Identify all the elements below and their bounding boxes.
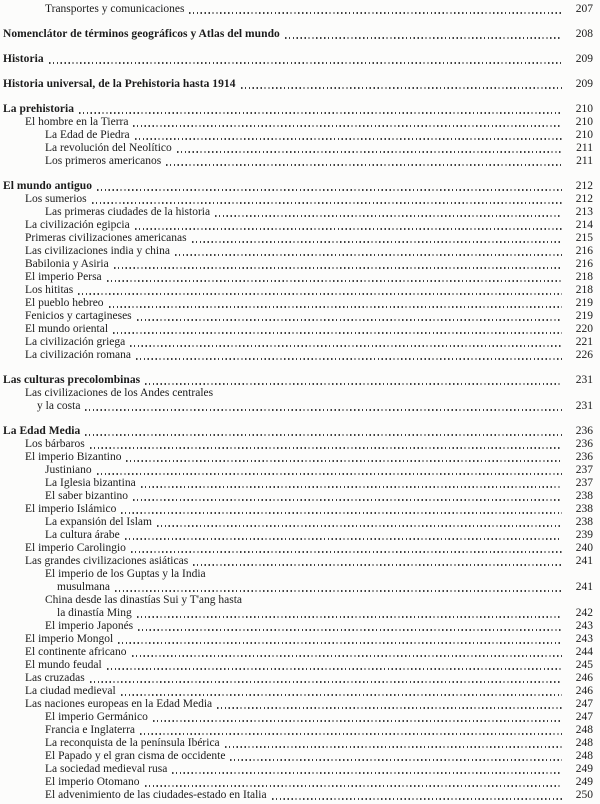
toc-row <box>3 219 593 232</box>
dot-leader <box>133 499 562 501</box>
toc-entry-title: Transportes y comunicaciones <box>45 3 185 15</box>
toc-entry-page: 212 <box>575 180 593 192</box>
toc-entry-title: La civilización egipcia <box>25 219 130 231</box>
toc-row <box>3 116 593 129</box>
toc-row <box>3 129 593 142</box>
toc-entry-page: 241 <box>575 581 593 593</box>
toc-entry-title: El hombre en la Tierra <box>25 116 129 128</box>
dot-leader <box>138 629 562 631</box>
toc-row <box>3 542 593 555</box>
toc-row <box>3 737 593 750</box>
toc-entry-title: Primeras civilizaciones americanas <box>25 232 187 244</box>
toc-entry-page: 215 <box>575 232 593 244</box>
toc-entry-page: 212 <box>575 193 593 205</box>
toc-row <box>3 180 593 193</box>
dot-leader <box>166 164 562 166</box>
toc-entry-title: La expansión del Islam <box>45 516 152 528</box>
toc-entry-page: 209 <box>575 53 593 65</box>
toc-row <box>3 297 593 310</box>
toc-row <box>3 594 593 607</box>
toc-entry-title: El imperio Carolingio <box>25 542 126 554</box>
toc-entry-title: Los sumerios <box>25 193 87 205</box>
toc-row <box>3 206 593 219</box>
toc-entry-title: El imperio Germánico <box>45 711 148 723</box>
toc-row <box>3 633 593 646</box>
dot-leader <box>115 590 562 592</box>
toc-entry-title: Las naciones europeas en la Edad Media <box>25 698 213 710</box>
toc-row <box>3 245 593 258</box>
toc-entry-page: 238 <box>575 503 593 515</box>
toc-row <box>3 336 593 349</box>
dot-leader <box>132 655 562 657</box>
dot-leader <box>118 642 562 644</box>
toc-entry-page: 236 <box>575 438 593 450</box>
toc-entry-title: China desde las dinastías Sui y T'ang hasta <box>45 594 243 606</box>
toc-row <box>3 568 593 581</box>
dot-leader <box>272 798 562 800</box>
toc-row <box>3 685 593 698</box>
toc-row <box>3 529 593 542</box>
toc-entry-title: El imperio de los Guptas y la India <box>45 568 206 580</box>
toc-entry-page: 207 <box>575 3 593 15</box>
dot-leader <box>241 87 562 89</box>
dot-leader <box>230 759 562 761</box>
dot-leader <box>133 125 562 127</box>
dot-leader <box>107 280 562 282</box>
toc-entry-page: 240 <box>575 542 593 554</box>
toc-entry-title: La civilización griega <box>25 336 126 348</box>
toc-entry-page: 218 <box>575 271 593 283</box>
toc-entry-page: 213 <box>575 206 593 218</box>
toc-row <box>3 659 593 672</box>
toc-entry-title: Los hititas <box>25 284 74 296</box>
toc-entry-title: El imperio Otomano <box>45 776 140 788</box>
dot-leader <box>189 12 562 14</box>
toc-entry-page: 248 <box>575 750 593 762</box>
toc-row <box>3 323 593 336</box>
toc-entry-title: La sociedad medieval rusa <box>45 763 168 775</box>
toc-row <box>3 516 593 529</box>
toc-entry-title: Los primeros americanos <box>45 155 162 167</box>
toc-entry-page: 247 <box>575 698 593 710</box>
toc-entry-page: 216 <box>575 245 593 257</box>
dot-leader <box>215 215 562 217</box>
toc-entry-page: 250 <box>575 789 593 801</box>
toc-entry-page: 238 <box>575 490 593 502</box>
dot-leader <box>121 512 562 514</box>
toc-entry-page: 210 <box>575 129 593 141</box>
dot-leader <box>126 460 562 462</box>
toc-entry-title: El pueblo hebreo <box>25 297 104 309</box>
toc-row <box>3 425 593 438</box>
toc-row <box>3 763 593 776</box>
toc-row <box>3 698 593 711</box>
dot-leader <box>130 345 562 347</box>
toc-row <box>3 581 593 594</box>
toc-row <box>3 555 593 568</box>
toc-entry-title: y la costa <box>37 400 81 412</box>
toc-entry-title: La reconquista de la península Ibérica <box>45 737 220 749</box>
toc-entry-title: El imperio Bizantino <box>25 451 122 463</box>
toc-entry-title: Las culturas precolombinas <box>3 374 141 386</box>
toc-entry-page: 220 <box>575 323 593 335</box>
dot-leader <box>285 37 562 39</box>
dot-leader <box>192 241 562 243</box>
toc-row <box>3 103 593 116</box>
toc-row <box>3 620 593 633</box>
dot-leader <box>109 306 562 308</box>
toc-entry-page: 210 <box>575 103 593 115</box>
toc-row <box>3 503 593 516</box>
toc-entry-title: Las grandes civilizaciones asiáticas <box>25 555 189 567</box>
toc-entry-title: El imperio Japonés <box>45 620 134 632</box>
dot-leader <box>137 616 562 618</box>
dot-leader <box>172 772 562 774</box>
toc-list <box>3 3 593 802</box>
dot-leader <box>135 228 562 230</box>
toc-entry-page: 247 <box>575 711 593 723</box>
toc-entry-title: Los bárbaros <box>25 438 85 450</box>
toc-row <box>3 53 593 66</box>
toc-row <box>3 387 593 400</box>
toc-entry-page: 243 <box>575 633 593 645</box>
toc-entry-title: la dinastía Ming <box>57 607 132 619</box>
toc-entry-title: Historia <box>3 53 44 65</box>
toc-entry-page: 245 <box>575 659 593 671</box>
toc-row <box>3 724 593 737</box>
dot-leader <box>114 267 562 269</box>
dot-leader <box>78 293 562 295</box>
dot-leader <box>175 254 562 256</box>
toc-entry-page: 219 <box>575 310 593 322</box>
toc-entry-title: El mundo antiguo <box>3 180 92 192</box>
dot-leader <box>92 202 562 204</box>
dot-leader <box>145 785 562 787</box>
toc-entry-title: El Papado y el gran cisma de occidente <box>45 750 226 762</box>
toc-entry-title: El continente africano <box>25 646 127 658</box>
dot-leader <box>140 733 562 735</box>
dot-leader <box>141 486 562 488</box>
toc-entry-title: Las civilizaciones de los Andes centrales <box>25 387 214 399</box>
toc-row <box>3 78 593 91</box>
toc-entry-page: 242 <box>575 607 593 619</box>
dot-leader <box>121 694 562 696</box>
toc-entry-page: 248 <box>575 724 593 736</box>
toc-entry-title: La civilización romana <box>25 349 132 361</box>
toc-entry-page: 249 <box>575 776 593 788</box>
toc-row <box>3 672 593 685</box>
toc-entry-title: musulmana <box>57 581 111 593</box>
toc-row <box>3 258 593 271</box>
dot-leader <box>217 707 562 709</box>
toc-entry-title: Fenicios y cartagineses <box>25 310 132 322</box>
toc-entry-page: 244 <box>575 646 593 658</box>
dot-leader <box>125 538 562 540</box>
dot-leader <box>90 447 562 449</box>
toc-entry-title: El imperio Mongol <box>25 633 114 645</box>
dot-leader <box>97 473 562 475</box>
toc-entry-page: 231 <box>575 400 593 412</box>
toc-entry-page: 211 <box>576 155 593 167</box>
dot-leader <box>136 358 562 360</box>
toc-row <box>3 284 593 297</box>
toc-entry-page: 221 <box>575 336 593 348</box>
dot-leader <box>85 434 562 436</box>
toc-entry-page: 248 <box>575 737 593 749</box>
dot-leader <box>79 112 562 114</box>
toc-entry-title: Nomenclátor de términos geográficos y Atlas del mundo <box>3 28 280 40</box>
toc-entry-title: La revolución del Neolítico <box>45 142 172 154</box>
toc-entry-page: 246 <box>575 672 593 684</box>
toc-entry-page: 237 <box>575 464 593 476</box>
toc-row <box>3 374 593 387</box>
dot-leader <box>153 720 562 722</box>
toc-entry-title: El saber bizantino <box>45 490 129 502</box>
toc-entry-title: La prehistoria <box>3 103 75 115</box>
toc-entry-title: La cultura árabe <box>45 529 120 541</box>
toc-row <box>3 789 593 802</box>
toc-entry-title: Las primeras ciudades de la historia <box>45 206 211 218</box>
dot-leader <box>145 383 562 385</box>
toc-entry-title: Francia e Inglaterra <box>45 724 136 736</box>
toc-row <box>3 155 593 168</box>
toc-row <box>3 451 593 464</box>
toc-row <box>3 490 593 503</box>
toc-row <box>3 776 593 789</box>
toc-entry-title: Historia universal, de la Prehistoria hasta 1914 <box>3 78 236 90</box>
toc-entry-page: 209 <box>575 78 593 90</box>
dot-leader <box>225 746 562 748</box>
toc-entry-page: 243 <box>575 620 593 632</box>
toc-entry-page: 219 <box>575 297 593 309</box>
toc-row <box>3 711 593 724</box>
toc-entry-page: 208 <box>575 28 593 40</box>
toc-entry-page: 226 <box>575 349 593 361</box>
dot-leader <box>97 189 562 191</box>
toc-row <box>3 142 593 155</box>
toc-row <box>3 271 593 284</box>
toc-entry-page: 211 <box>576 142 593 154</box>
toc-entry-title: El advenimiento de las ciudades-estado en Italia <box>45 789 267 801</box>
toc-row <box>3 193 593 206</box>
toc-entry-page: 241 <box>575 555 593 567</box>
toc-entry-title: El imperio Persa <box>25 271 102 283</box>
toc-entry-title: La Edad de Piedra <box>45 129 130 141</box>
dot-leader <box>131 551 562 553</box>
toc-entry-title: La Edad Media <box>3 425 81 437</box>
toc-entry-title: Justiniano <box>45 464 92 476</box>
toc-row <box>3 750 593 763</box>
toc-entry-title: El imperio Islámico <box>25 503 117 515</box>
toc-entry-page: 210 <box>575 116 593 128</box>
toc-entry-page: 218 <box>575 284 593 296</box>
toc-row <box>3 349 593 362</box>
dot-leader <box>177 151 562 153</box>
toc-entry-page: 239 <box>575 529 593 541</box>
toc-entry-title: Las civilizaciones india y china <box>25 245 170 257</box>
dot-leader <box>49 62 562 64</box>
dot-leader <box>137 319 562 321</box>
dot-leader <box>85 409 562 411</box>
toc-entry-title: Las cruzadas <box>25 672 85 684</box>
toc-row <box>3 3 593 16</box>
toc-entry-title: La ciudad medieval <box>25 685 116 697</box>
toc-entry-title: La Iglesia bizantina <box>45 477 136 489</box>
dot-leader <box>107 668 562 670</box>
toc-entry-page: 249 <box>575 763 593 775</box>
toc-entry-page: 237 <box>575 477 593 489</box>
toc-row <box>3 400 593 413</box>
toc-entry-page: 238 <box>575 516 593 528</box>
toc-entry-page: 214 <box>575 219 593 231</box>
toc-row <box>3 232 593 245</box>
toc-entry-title: El mundo oriental <box>25 323 109 335</box>
toc-entry-page: 236 <box>575 451 593 463</box>
toc-entry-page: 246 <box>575 685 593 697</box>
toc-entry-page: 216 <box>575 258 593 270</box>
toc-row <box>3 477 593 490</box>
toc-row <box>3 438 593 451</box>
dot-leader <box>157 525 562 527</box>
toc-row <box>3 28 593 41</box>
toc-entry-page: 231 <box>575 374 593 386</box>
toc-row <box>3 646 593 659</box>
toc-entry-page: 236 <box>575 425 593 437</box>
dot-leader <box>193 564 562 566</box>
dot-leader <box>90 681 562 683</box>
toc-entry-title: El mundo feudal <box>25 659 102 671</box>
toc-row <box>3 607 593 620</box>
dot-leader <box>135 138 562 140</box>
toc-entry-title: Babilonia y Asiria <box>25 258 109 270</box>
toc-row <box>3 464 593 477</box>
toc-row <box>3 310 593 323</box>
dot-leader <box>113 332 562 334</box>
